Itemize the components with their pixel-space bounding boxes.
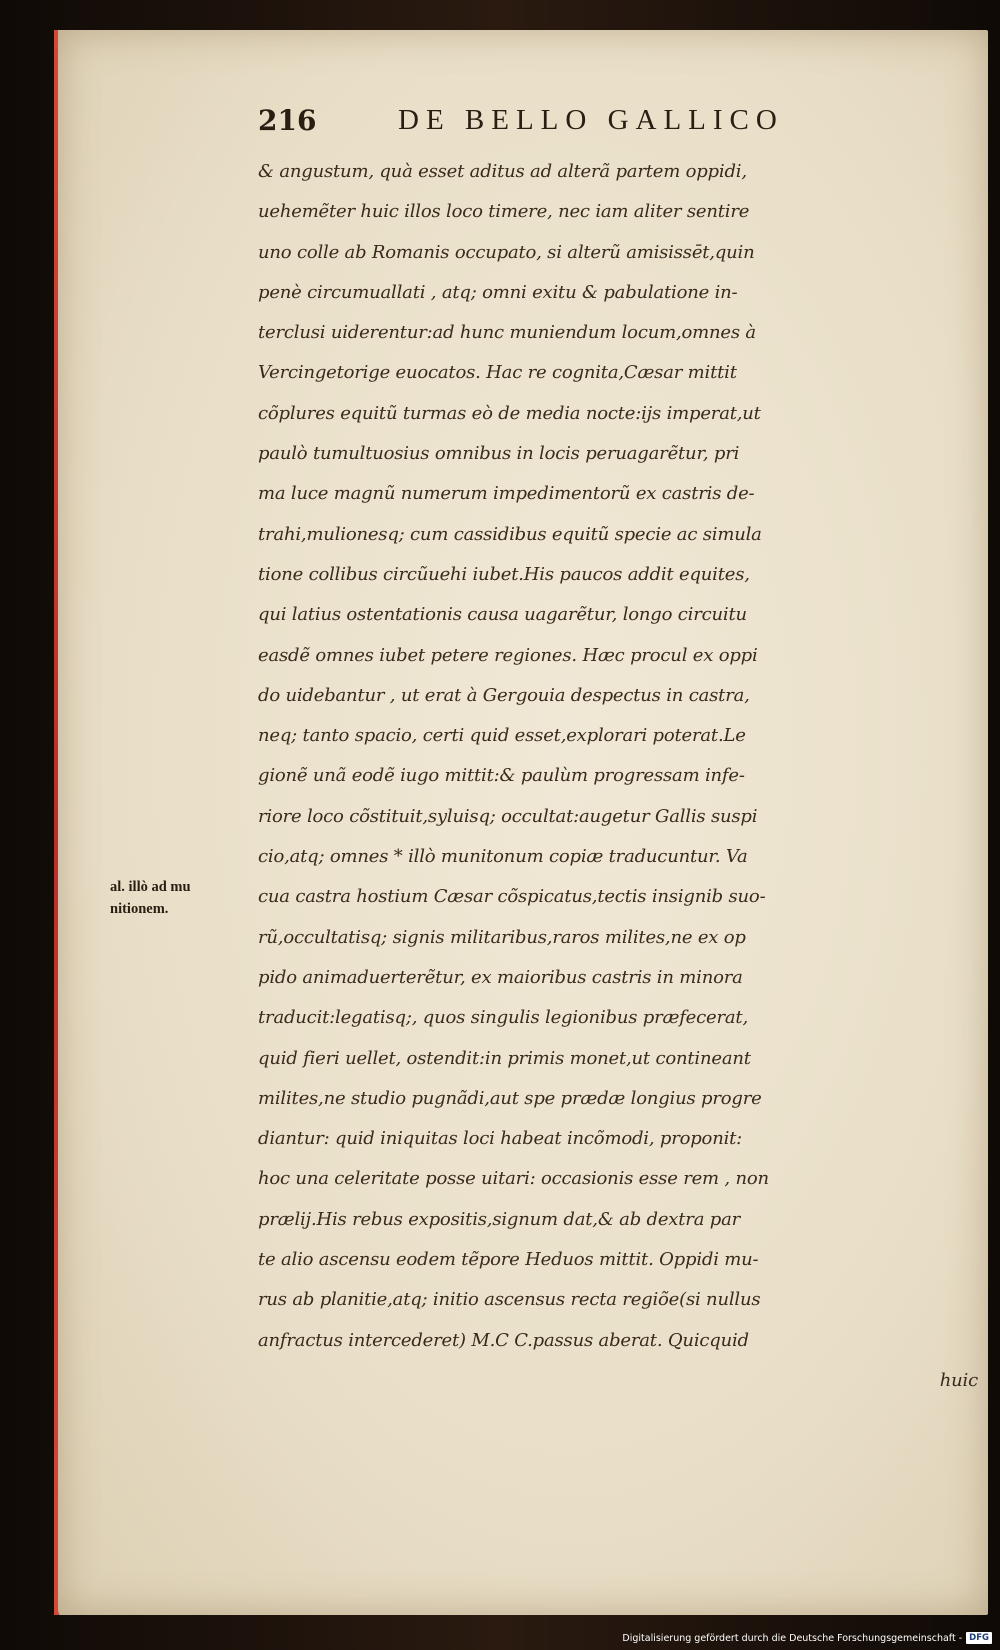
text-line: rũ,occultatisq; signis militaribus,raros milites,ne ex op (258, 926, 746, 948)
text-line: diantur: quid iniquitas loci habeat incõmodi, proponit: (258, 1128, 743, 1150)
text-line: tione collibus circũuehi iubet.His paucos addit equites, (258, 563, 750, 585)
text-line: ma luce magnũ numerum impedimentorũ ex castris de- (258, 483, 755, 505)
red-page-edge (54, 30, 58, 1615)
text-line: uehemẽter huic illos loco timere, nec iam aliter sentire (258, 201, 750, 223)
text-line: prælij.His rebus expositis,signum dat,& ab dextra par (258, 1208, 741, 1230)
text-line: neq; tanto spacio, certi quid esset,explorari poterat.Le (258, 725, 746, 747)
text-line: cõplures equitũ turmas eò de media nocte:ijs imperat,ut (258, 402, 761, 424)
digitization-footer (622, 1632, 992, 1644)
dfg-logo: DFG (966, 1632, 992, 1644)
marginal-note-line: al. illò ad mu (110, 879, 191, 895)
text-line: penè circumuallati , atq; omni exitu & pabulatione in- (258, 281, 738, 303)
text-line: easdẽ omnes iubet petere regiones. Hæc procul ex oppi (258, 644, 758, 666)
text-line: rus ab planitie,atq; initio ascensus recta regiõe(si nullus (258, 1289, 761, 1311)
marginal-note (110, 876, 260, 920)
text-line: anfractus intercederet) M.C C.passus aberat. Quicquid (258, 1329, 749, 1351)
body-text (258, 152, 978, 1401)
text-line: cua castra hostium Cæsar cõspicatus,tectis insignib suo- (258, 886, 766, 908)
text-line: hoc una celeritate posse uitari: occasionis esse rem , non (258, 1168, 769, 1190)
running-title: DE BELLO GALLICO (398, 104, 784, 136)
text-line: uno colle ab Romanis occupato, si alterũ amisissēt,quin (258, 241, 755, 263)
text-line: pido animaduerterẽtur, ex maioribus castris in minora (258, 966, 743, 988)
text-line: do uidebantur , ut erat à Gergouia despectus in castra, (258, 684, 750, 706)
text-line: trahi,mulionesq; cum cassidibus equitũ specie ac simula (258, 523, 762, 545)
text-line: quid fieri uellet, ostendit:in primis monet,ut contineant (258, 1047, 751, 1069)
folio-number: 216 (258, 104, 317, 137)
text-line: paulò tumultuosius omnibus in locis peruagarẽtur, pri (258, 443, 740, 465)
text-line: Vercingetorige euocatos. Hac re cognita,Cæsar mittit (258, 362, 737, 384)
footer-text: Digitalisierung gefördert durch die Deutsche Forschungsgemeinschaft - (622, 1632, 963, 1644)
text-line: cio,atq; omnes * illò munitonum copiæ traducuntur. Va (258, 846, 748, 868)
text-line: te alio ascensu eodem tẽpore Heduos mittit. Oppidi mu- (258, 1249, 759, 1271)
text-line: & angustum, quà esset aditus ad alterã partem oppidi, (258, 161, 747, 182)
text-line: milites,ne studio pugnãdi,aut spe prædæ longius progre (258, 1087, 762, 1109)
text-line: qui latius ostentationis causa uagarẽtur, longo circuitu (258, 604, 747, 626)
text-line: traducit:legatisq;, quos singulis legionibus præfecerat, (258, 1007, 748, 1029)
catchword: huic (939, 1369, 978, 1391)
page-header (258, 104, 938, 144)
marginal-note-line: nitionem. (110, 901, 169, 917)
text-line: gionẽ unã eodẽ iugo mittit:& paulùm progressam infe- (258, 765, 745, 787)
text-line: riore loco cõstituit,syluisq; occultat:augetur Gallis suspi (258, 805, 758, 827)
text-line: terclusi uiderentur:ad hunc muniendum locum,omnes à (258, 322, 756, 344)
